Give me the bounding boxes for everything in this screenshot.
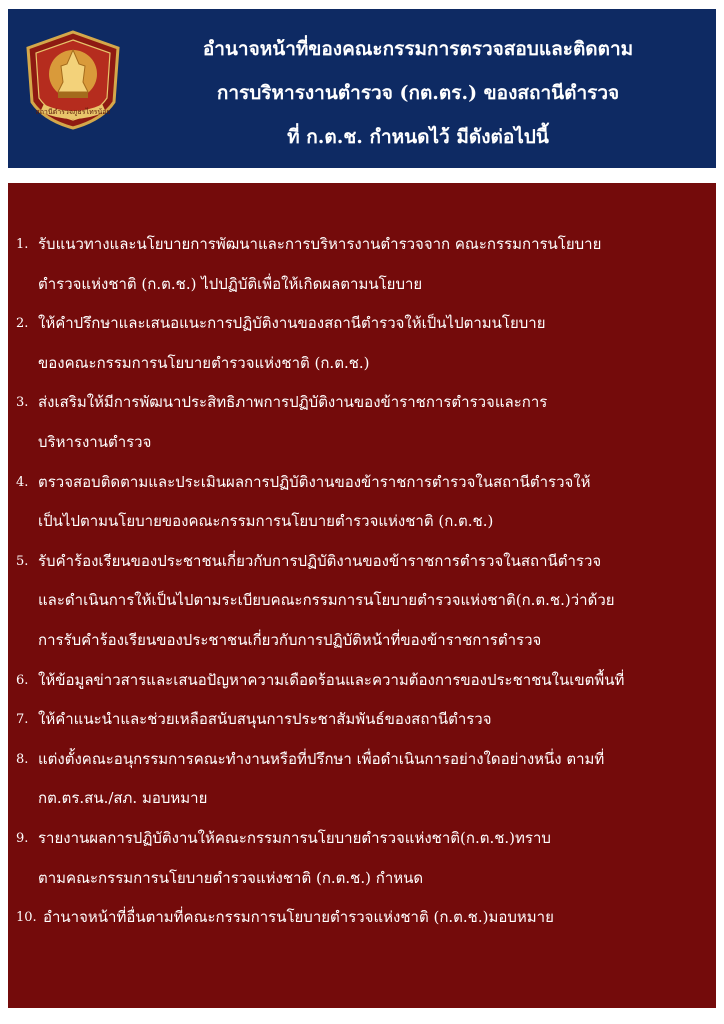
duty-line: ให้คำปรึกษาและเสนอแนะการปฏิบัติงานของสถานีตำรวจให้เป็นไปตามนโยบาย bbox=[38, 314, 546, 333]
duty-line: ให้ข้อมูลข่าวสารและเสนอปัญหาความเดือดร้อนและความต้องการของประชาชนในเขตพื้นที่ bbox=[38, 670, 625, 689]
duty-item bbox=[16, 304, 708, 383]
duty-number: 4. bbox=[16, 474, 29, 490]
duty-number: 6. bbox=[16, 672, 29, 688]
duty-item bbox=[16, 740, 708, 819]
duty-number: 3. bbox=[16, 395, 29, 411]
duty-number: 8. bbox=[16, 751, 29, 767]
duty-item bbox=[16, 819, 708, 898]
title-line: ที่ ก.ต.ช. กำหนดไว้ มีดังต่อไปนี้ bbox=[287, 126, 549, 148]
title-line: การบริหารงานตำรวจ (กต.ตร.) ของสถานีตำรวจ bbox=[216, 82, 620, 104]
duty-item bbox=[16, 542, 708, 661]
emblem-text: สถานีตำรวจภูธรไทรน้อย bbox=[35, 108, 111, 116]
duty-line: ตำรวจแห่งชาติ (ก.ต.ช.) ไปปฏิบัติเพื่อให้เกิดผลตามนโยบาย bbox=[38, 274, 423, 293]
duty-item bbox=[16, 383, 708, 462]
duty-item bbox=[16, 700, 708, 740]
duty-item bbox=[16, 898, 708, 938]
duty-line: รับแนวทางและนโยบายการพัฒนาและการบริหารงานตำรวจจาก คณะกรรมการนโยบาย bbox=[38, 235, 602, 253]
duty-item bbox=[16, 463, 708, 542]
police-station-emblem bbox=[22, 30, 124, 130]
duty-line: กต.ตร.สน./สภ. มอบหมาย bbox=[38, 789, 208, 808]
duty-item bbox=[16, 661, 708, 701]
page-title bbox=[128, 27, 708, 159]
duty-number: 2. bbox=[16, 316, 29, 332]
duty-line: การรับคำร้องเรียนของประชาชนเกี่ยวกับการปฏิบัติหน้าที่ของข้าราชการตำรวจ bbox=[38, 630, 542, 649]
duty-line: เป็นไปตามนโยบายของคณะกรรมการนโยบายตำรวจแห่งชาติ (ก.ต.ช.) bbox=[38, 512, 494, 531]
duty-line: และดำเนินการให้เป็นไปตามระเบียบคณะกรรมการนโยบายตำรวจแห่งชาติ(ก.ต.ช.)ว่าด้วย bbox=[38, 591, 615, 610]
duties-list bbox=[16, 225, 708, 938]
duty-line: ตรวจสอบติดตามและประเมินผลการปฏิบัติงานของข้าราชการตำรวจในสถานีตำรวจให้ bbox=[38, 472, 591, 491]
duty-number: 9. bbox=[16, 830, 29, 846]
duty-line: ตามคณะกรรมการนโยบายตำรวจแห่งชาติ (ก.ต.ช.) กำหนด bbox=[38, 868, 424, 887]
duty-number: 7. bbox=[16, 712, 29, 728]
title-line: อำนาจหน้าที่ของคณะกรรมการตรวจสอบและติดตาม bbox=[202, 38, 634, 60]
duty-number: 10. bbox=[16, 910, 37, 926]
duty-number: 1. bbox=[16, 237, 29, 252]
duty-line: ส่งเสริมให้มีการพัฒนาประสิทธิภาพการปฏิบัติงานของข้าราชการตำรวจและการ bbox=[38, 393, 548, 412]
duty-line: รายงานผลการปฏิบัติงานให้คณะกรรมการนโยบายตำรวจแห่งชาติ(ก.ต.ช.)ทราบ bbox=[38, 828, 551, 847]
duty-line: ของคณะกรรมการนโยบายตำรวจแห่งชาติ (ก.ต.ช.) bbox=[38, 353, 370, 372]
duty-line: บริหารงานตำรวจ bbox=[38, 432, 152, 451]
duty-item bbox=[16, 225, 708, 304]
duty-number: 5. bbox=[16, 553, 29, 569]
duties-panel bbox=[8, 183, 716, 1008]
header-banner bbox=[8, 9, 716, 168]
duty-line: แต่งตั้งคณะอนุกรรมการคณะทำงานหรือที่ปรึกษา เพื่อดำเนินการอย่างใดอย่างหนึ่ง ตามที่ bbox=[38, 749, 605, 768]
duty-line: อำนาจหน้าที่อื่นตามที่คณะกรรมการนโยบายตำรวจแห่งชาติ (ก.ต.ช.)มอบหมาย bbox=[43, 908, 554, 927]
duty-line: ให้คำแนะนำและช่วยเหลือสนับสนุนการประชาสัมพันธ์ของสถานีตำรวจ bbox=[38, 710, 492, 729]
duty-line: รับคำร้องเรียนของประชาชนเกี่ยวกับการปฏิบัติงานของข้าราชการตำรวจในสถานีตำรวจ bbox=[38, 551, 602, 570]
